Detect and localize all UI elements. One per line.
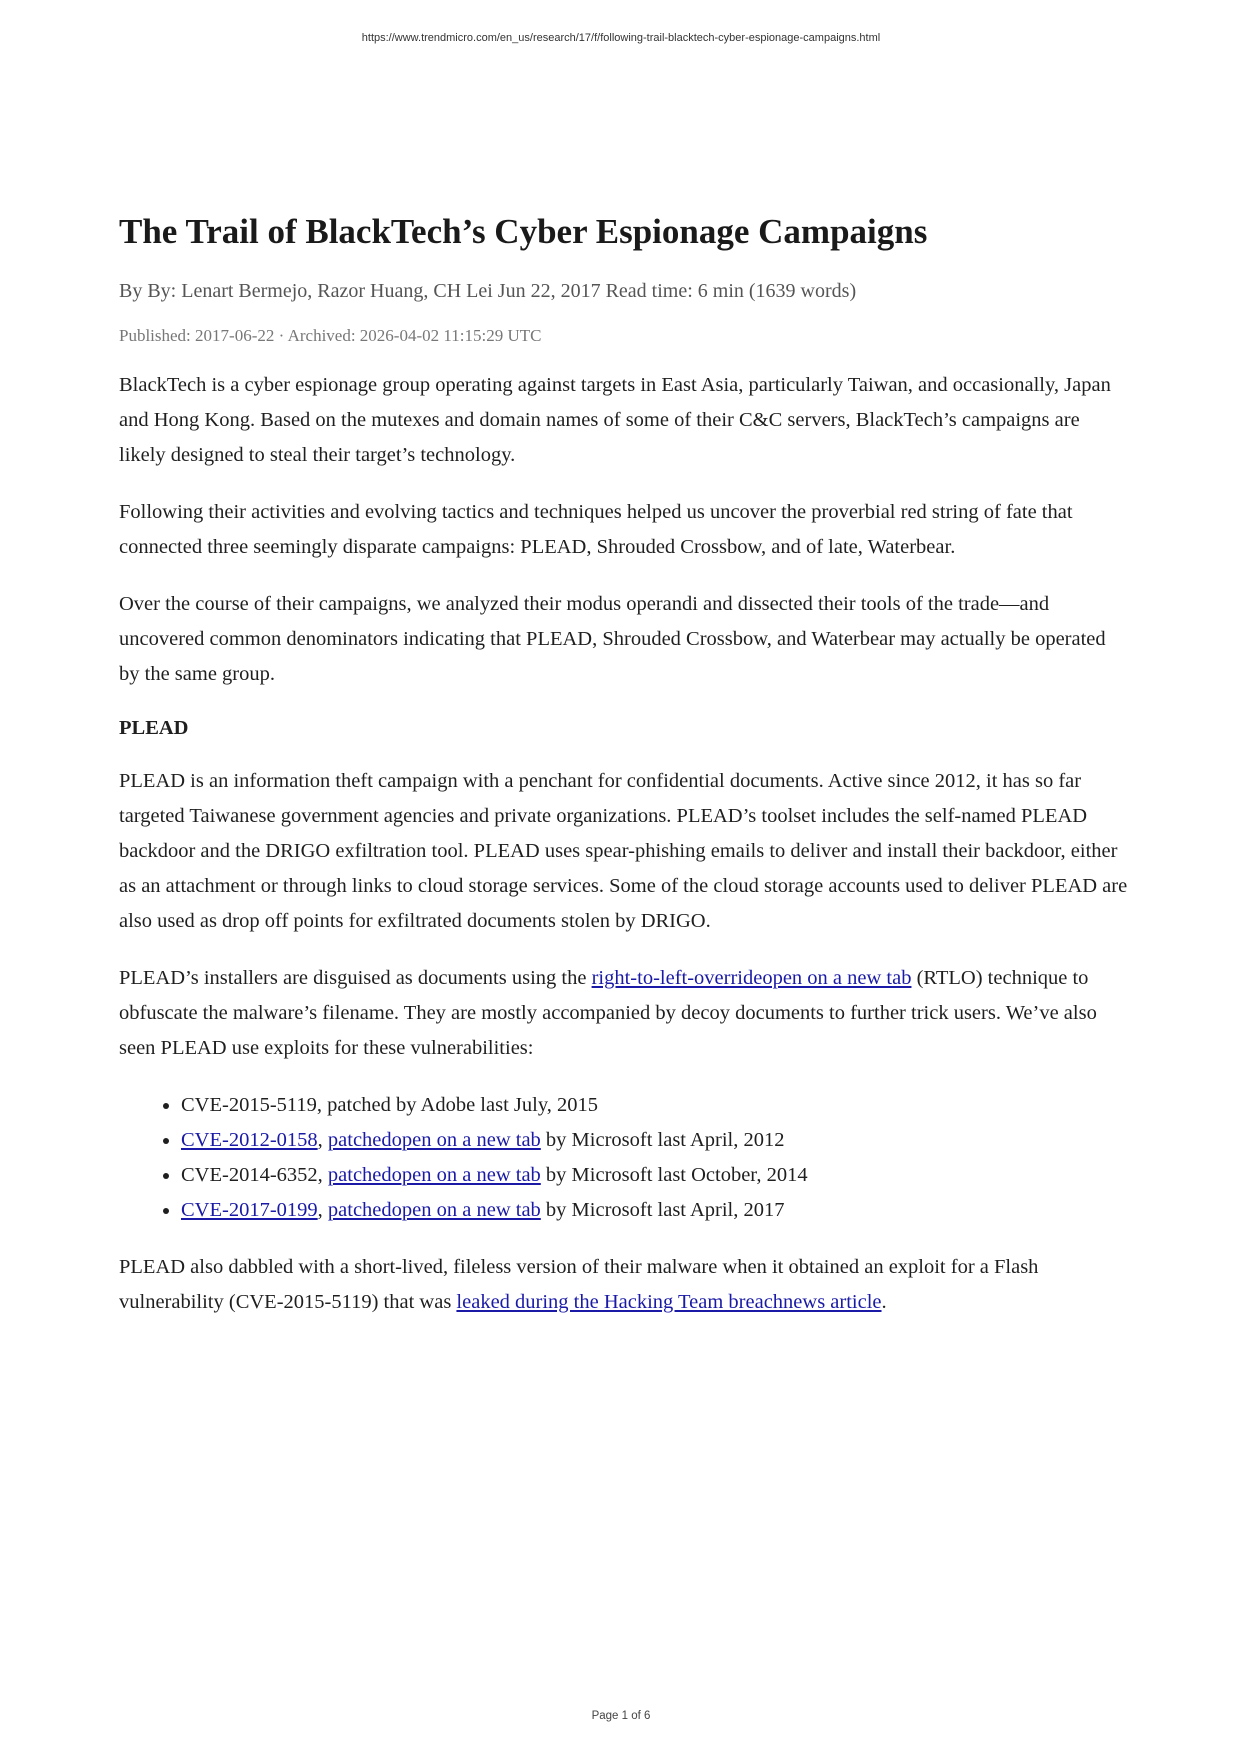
paragraph-rtlo bbox=[119, 961, 1129, 1066]
cve-link[interactable]: CVE-2017-0199 bbox=[181, 1199, 318, 1221]
paragraph-campaigns: Following their activities and evolving tactics and techniques helped us uncover the proverbial red string of fate that connected three seemingly disparate campaigns: PLEAD, Shrouded Crossbow, and of late, Waterbear. bbox=[119, 501, 1073, 558]
list-item bbox=[181, 1158, 1129, 1193]
archive-info: Published: 2017-06-22 · Archived: 2026-04-02 11:15:29 UTC bbox=[119, 326, 542, 345]
patched-text: patched bbox=[327, 1094, 391, 1116]
rtlo-text-before: PLEAD’s installers are disguised as documents using the bbox=[119, 967, 592, 989]
cve-link[interactable]: CVE-2012-0158 bbox=[181, 1129, 318, 1151]
fileless-text-after: . bbox=[881, 1291, 887, 1313]
list-item bbox=[181, 1123, 1129, 1158]
separator: , bbox=[317, 1129, 328, 1151]
article-title: The Trail of BlackTech’s Cyber Espionage Campaigns bbox=[119, 212, 928, 251]
patch-detail: by Microsoft last October, 2014 bbox=[540, 1164, 808, 1186]
vulnerability-list bbox=[119, 1088, 1129, 1228]
rtlo-link[interactable]: right-to-left-overrideopen on a new tab bbox=[591, 967, 912, 989]
separator: , bbox=[316, 1094, 328, 1116]
separator: , bbox=[317, 1199, 328, 1221]
section-heading-plead: PLEAD bbox=[119, 717, 189, 739]
separator: , bbox=[317, 1164, 328, 1186]
patch-detail: by Adobe last July, 2015 bbox=[390, 1094, 598, 1116]
paragraph-fileless bbox=[119, 1250, 1129, 1320]
list-item bbox=[181, 1088, 1129, 1123]
patch-detail: by Microsoft last April, 2012 bbox=[540, 1129, 785, 1151]
cve-text: CVE-2015-5119 bbox=[181, 1094, 317, 1116]
hacking-team-link[interactable]: leaked during the Hacking Team breachnews article bbox=[456, 1291, 882, 1313]
fileless-text-before: PLEAD also dabbled with a short-lived, fileless version of their malware when it obtained an exploit for a Flash vulnerability (CVE-2015-5119) that was bbox=[119, 1256, 1039, 1313]
patched-link[interactable]: patchedopen on a new tab bbox=[327, 1199, 541, 1221]
page-url-header: https://www.trendmicro.com/en_us/research/17/f/following-trail-blacktech-cyber-espionage-campaigns.html bbox=[361, 32, 881, 44]
paragraph-intro: BlackTech is a cyber espionage group operating against targets in East Asia, particularly Taiwan, and occasionally, Japan and Hong Kong. Based on the mutexes and domain names of some of their C&C servers, BlackTech’s campaigns are likely designed to steal their target’s technology. bbox=[119, 374, 1111, 466]
paragraph-analysis: Over the course of their campaigns, we analyzed their modus operandi and dissected their tools of the trade—and uncovered common denominators indicating that PLEAD, Shrouded Crossbow, and Waterbear may actually be operated by the same group. bbox=[119, 593, 1106, 685]
article bbox=[119, 210, 1129, 1342]
byline: By By: Lenart Bermejo, Razor Huang, CH Lei Jun 22, 2017 Read time: 6 min (1639 words) bbox=[119, 280, 857, 302]
patch-detail: by Microsoft last April, 2017 bbox=[540, 1199, 785, 1221]
list-item bbox=[181, 1193, 1129, 1228]
cve-text: CVE-2014-6352 bbox=[181, 1164, 318, 1186]
paragraph-plead: PLEAD is an information theft campaign with a penchant for confidential documents. Active since 2012, it has so far targeted Taiwanese government agencies and private organizations. PLEAD’s toolset includes the self-named PLEAD backdoor and the DRIGO exfiltration tool. PLEAD uses spear-phishing emails to deliver and install their backdoor, either as an attachment or through links to cloud storage services. Some of the cloud storage accounts used to deliver PLEAD are also used as drop off points for exfiltrated documents stolen by DRIGO. bbox=[119, 770, 1128, 932]
page-number: Page 1 of 6 bbox=[591, 1710, 651, 1722]
patched-link[interactable]: patchedopen on a new tab bbox=[327, 1129, 541, 1151]
patched-link[interactable]: patchedopen on a new tab bbox=[327, 1164, 541, 1186]
rtlo-text-after: (RTLO) technique to obfuscate the malware’s filename. They are mostly accompanied by decoy documents to further trick users. We’ve also seen PLEAD use exploits for these vulnerabilities: bbox=[119, 967, 1097, 1059]
